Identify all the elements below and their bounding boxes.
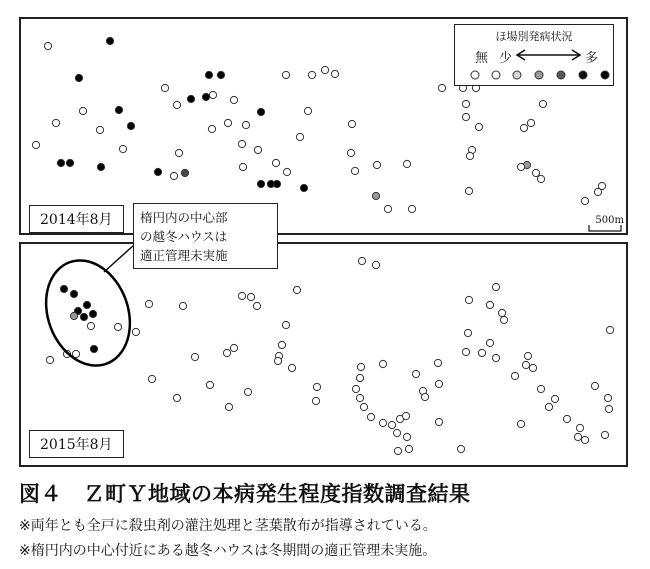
field-dot <box>272 159 279 166</box>
field-dot <box>551 395 558 402</box>
field-dot <box>161 84 168 91</box>
legend-dot <box>492 71 500 79</box>
field-dot <box>545 403 552 410</box>
field-dot <box>148 375 155 382</box>
field-dot <box>532 169 539 176</box>
field-dot <box>601 431 608 438</box>
field-dot <box>304 107 311 114</box>
legend <box>454 24 614 86</box>
field-dot <box>312 397 319 404</box>
field-dot <box>466 152 473 159</box>
field-dot <box>358 257 365 264</box>
field-dot <box>239 163 246 170</box>
field-dot <box>70 312 77 319</box>
field-dot <box>581 197 588 204</box>
legend-many-label: 多 <box>585 51 599 66</box>
figure-caption: 図４ Ｚ町Ｙ地域の本病発生程度指数調査結果 <box>19 482 471 506</box>
year-label-2015: 2015年8月 <box>29 430 124 458</box>
field-dot <box>273 180 280 187</box>
field-dot <box>388 421 395 428</box>
field-dot <box>357 363 364 370</box>
field-dot <box>604 394 611 401</box>
field-dot <box>230 344 237 351</box>
legend-dot <box>535 71 543 79</box>
field-dot <box>66 159 73 166</box>
field-dot <box>79 107 86 114</box>
field-dot <box>403 433 410 440</box>
field-dot <box>308 71 315 78</box>
field-dot <box>191 353 198 360</box>
field-dot <box>119 145 126 152</box>
field-dot <box>63 350 70 357</box>
legend-dot <box>513 71 521 79</box>
field-dot <box>145 300 152 307</box>
field-dot <box>517 420 524 427</box>
field-dot <box>179 302 186 309</box>
field-dot <box>238 292 245 299</box>
field-dot <box>462 348 469 355</box>
field-dot <box>394 447 401 454</box>
field-dot <box>283 168 290 175</box>
field-dot <box>208 125 215 132</box>
field-dot <box>372 192 379 199</box>
field-dot <box>242 121 249 128</box>
field-dot <box>230 96 237 103</box>
field-dot <box>296 133 303 140</box>
field-dot <box>373 161 380 168</box>
field-dot <box>352 385 359 392</box>
field-dot <box>348 120 355 127</box>
field-dot <box>486 301 493 308</box>
field-dot <box>581 436 588 443</box>
field-dot <box>57 159 64 166</box>
field-dot <box>87 322 94 329</box>
field-dot <box>321 66 328 73</box>
field-dot <box>80 313 87 320</box>
callout-line-3: 適正管理未実施 <box>140 248 228 263</box>
field-dot <box>351 167 358 174</box>
field-dot <box>591 382 598 389</box>
field-dot <box>576 424 583 431</box>
field-dot <box>539 100 546 107</box>
field-dot <box>202 93 209 100</box>
field-dot <box>527 119 534 126</box>
field-dot <box>421 393 428 400</box>
field-dot <box>175 149 182 156</box>
field-dot <box>605 405 612 412</box>
field-dot <box>282 71 289 78</box>
field-dot <box>115 106 122 113</box>
field-dot <box>367 413 374 420</box>
field-dot <box>360 403 367 410</box>
field-dot <box>331 70 338 77</box>
field-dot <box>238 140 245 147</box>
field-dot <box>209 91 216 98</box>
field-dot <box>132 328 139 335</box>
field-dot <box>247 293 254 300</box>
field-dot <box>457 445 464 452</box>
field-dot <box>356 374 363 381</box>
note-2: ※楕円内の中心付近にある越冬ハウスは冬期間の適正管理未実施。 <box>19 543 437 559</box>
field-dot <box>492 354 499 361</box>
field-dot <box>412 370 419 377</box>
scale-label: 500m <box>595 215 624 226</box>
field-dot <box>217 71 224 78</box>
field-dot <box>465 187 472 194</box>
field-dot <box>475 123 482 130</box>
field-dot <box>598 182 605 189</box>
map-panel-2015 <box>19 242 628 467</box>
field-dot <box>89 310 96 317</box>
field-dot <box>379 360 386 367</box>
field-dot <box>606 326 613 333</box>
field-dot <box>486 339 493 346</box>
field-dot <box>288 364 295 371</box>
field-dot <box>492 283 499 290</box>
field-dot <box>347 149 354 156</box>
scale-bar <box>595 215 624 226</box>
field-dot <box>52 119 59 126</box>
field-dot <box>114 323 121 330</box>
legend-none-label: 無 <box>475 51 489 66</box>
field-dot <box>32 141 39 148</box>
field-dot <box>181 169 188 176</box>
field-dot <box>75 74 82 81</box>
field-dot <box>173 101 180 108</box>
field-dot <box>522 361 529 368</box>
field-dot <box>46 356 53 363</box>
field-dot <box>379 419 386 426</box>
field-dot <box>462 113 469 120</box>
field-dot <box>402 412 409 419</box>
field-dot <box>537 175 544 182</box>
field-dot <box>500 316 507 323</box>
field-dot <box>257 108 264 115</box>
field-dot <box>293 286 300 293</box>
field-dot <box>206 381 213 388</box>
callout-box <box>133 203 278 269</box>
field-dot <box>127 122 134 129</box>
field-dot <box>537 385 544 392</box>
field-dot <box>511 372 518 379</box>
callout-line-1: 楕円内の中心部 <box>140 210 228 225</box>
field-dot <box>372 261 379 268</box>
field-dot <box>393 429 400 436</box>
field-dot <box>438 84 445 91</box>
field-dot <box>96 126 103 133</box>
field-dot <box>529 364 536 371</box>
field-dot <box>170 172 177 179</box>
field-dot <box>244 388 251 395</box>
field-dot <box>435 380 442 387</box>
field-dot <box>60 285 67 292</box>
field-dot <box>313 383 320 390</box>
legend-dot <box>471 71 479 79</box>
field-dot <box>435 418 442 425</box>
callout-line-2: の越冬ハウスは <box>140 229 228 244</box>
legend-dot <box>601 71 609 79</box>
field-dot <box>384 205 391 212</box>
legend-dot <box>557 71 565 79</box>
field-dot <box>408 205 415 212</box>
field-dot <box>563 415 570 422</box>
field-dot <box>574 433 581 440</box>
field-dot <box>97 163 104 170</box>
field-dot <box>44 42 51 49</box>
field-dot <box>253 302 260 309</box>
field-dot <box>356 394 363 401</box>
field-dot <box>405 445 412 452</box>
field-dot <box>465 296 472 303</box>
field-dot <box>72 350 79 357</box>
field-dot <box>205 71 212 78</box>
note-1: ※両年とも全戸に殺虫剤の灌注処理と茎葉散布が指導されている。 <box>19 518 437 534</box>
field-dot <box>300 184 307 191</box>
field-dot <box>498 309 505 316</box>
field-dot <box>90 345 97 352</box>
field-dot <box>462 100 469 107</box>
legend-title: ほ場別発病状況 <box>495 30 573 43</box>
field-dot <box>83 301 90 308</box>
field-dot <box>282 321 289 328</box>
legend-arrow-icon <box>455 25 615 87</box>
field-dot <box>70 290 77 297</box>
field-dot <box>224 119 231 126</box>
field-dot <box>223 349 230 356</box>
field-dot <box>517 163 524 170</box>
field-dot <box>173 394 180 401</box>
field-dot <box>520 124 527 131</box>
field-dot <box>106 37 113 44</box>
field-dot <box>524 352 531 359</box>
field-dot <box>187 95 194 102</box>
field-dot <box>254 146 261 153</box>
field-dot <box>274 357 281 364</box>
field-dot <box>257 180 264 187</box>
field-dot <box>464 329 471 336</box>
field-dot <box>154 168 161 175</box>
year-label-2014: 2014年8月 <box>29 205 124 233</box>
field-dot <box>434 359 441 366</box>
field-dot <box>403 160 410 167</box>
field-dot <box>225 403 232 410</box>
map-panel-2014 <box>19 17 628 235</box>
field-dot <box>278 341 285 348</box>
legend-dot <box>579 71 587 79</box>
legend-few-label: 少 <box>499 51 513 66</box>
field-dot <box>478 349 485 356</box>
